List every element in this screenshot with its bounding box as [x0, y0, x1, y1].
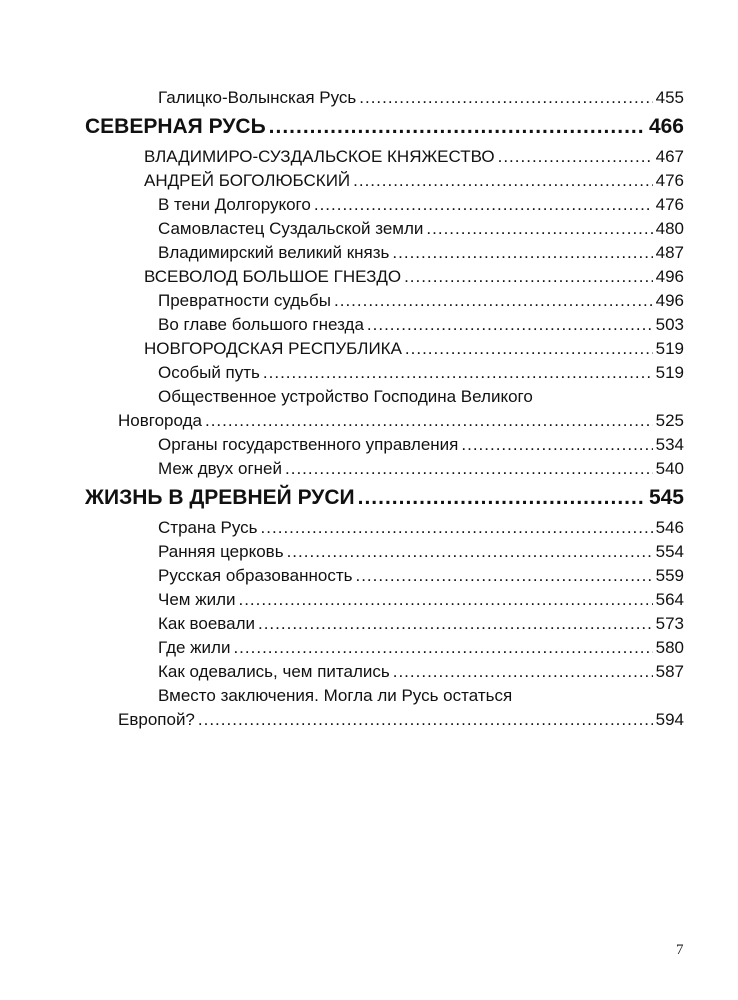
toc-entry[interactable] [158, 289, 684, 313]
toc-leader-dots [269, 113, 646, 141]
toc-entry[interactable] [158, 636, 684, 660]
toc-leader-dots [498, 145, 653, 169]
toc-entry-title: Где жили [158, 638, 231, 657]
table-of-contents [85, 86, 684, 732]
toc-leader-dots [358, 484, 646, 512]
toc-leader-dots [287, 540, 653, 564]
toc-entry-title: Русская образованность [158, 566, 353, 585]
toc-entry-title: Чем жили [158, 590, 236, 609]
toc-entry-page: 554 [655, 542, 684, 561]
toc-entry[interactable] [118, 409, 684, 433]
toc-entry[interactable] [158, 588, 684, 612]
toc-leader-dots [261, 516, 653, 540]
toc-leader-dots [285, 457, 653, 481]
toc-leader-dots [355, 564, 652, 588]
toc-section-heading[interactable] [85, 113, 684, 141]
toc-entry[interactable] [144, 169, 684, 193]
toc-entry[interactable] [158, 516, 684, 540]
toc-entry[interactable] [158, 457, 684, 481]
toc-entry-page: 480 [655, 219, 684, 238]
toc-entry-page: 525 [655, 411, 684, 430]
toc-section-page: 466 [648, 115, 684, 138]
toc-entry-page: 496 [655, 291, 684, 310]
toc-leader-dots [238, 588, 652, 612]
toc-entry-title: Превратности судьбы [158, 291, 331, 310]
toc-entry-page: 580 [655, 638, 684, 657]
toc-leader-dots [198, 708, 653, 732]
toc-entry[interactable] [158, 217, 684, 241]
toc-entry[interactable] [158, 313, 684, 337]
toc-entry[interactable] [158, 241, 684, 265]
toc-entry[interactable] [158, 660, 684, 684]
toc-leader-dots [233, 636, 652, 660]
toc-entry[interactable] [158, 564, 684, 588]
toc-entry-title: Самовластец Суздальской земли [158, 219, 424, 238]
toc-entry-page: 594 [655, 710, 684, 729]
toc-entry-title: Европой? [118, 710, 195, 729]
toc-leader-dots [353, 169, 652, 193]
toc-entry-title: Ранняя церковь [158, 542, 284, 561]
toc-entry-title: ВСЕВОЛОД БОЛЬШОЕ ГНЕЗДО [144, 267, 402, 286]
toc-entry-title: Новгорода [118, 411, 202, 430]
toc-leader-dots [258, 612, 653, 636]
toc-entry-page: 476 [655, 195, 684, 214]
toc-leader-dots [405, 337, 653, 361]
toc-section-title: ЖИЗНЬ В ДРЕВНЕЙ РУСИ [85, 486, 355, 509]
toc-entry[interactable] [144, 145, 684, 169]
toc-leader-dots [359, 86, 652, 110]
toc-section-heading[interactable] [85, 484, 684, 512]
toc-entry-title: Как одевались, чем питались [158, 662, 390, 681]
toc-entry-wrapped-line1[interactable]: Общественное устройство Господина Великого [158, 387, 533, 406]
toc-entry-title: Особый путь [158, 363, 260, 382]
toc-leader-dots [461, 433, 652, 457]
toc-entry-page: 503 [655, 315, 684, 334]
toc-entry-title: Владимирский великий князь [158, 243, 390, 262]
toc-entry[interactable] [158, 612, 684, 636]
toc-entry-page: 564 [655, 590, 684, 609]
toc-entry-page: 573 [655, 614, 684, 633]
toc-leader-dots [205, 409, 653, 433]
toc-entry-page: 487 [655, 243, 684, 262]
toc-entry-page: 540 [655, 459, 684, 478]
toc-entry-page: 476 [655, 171, 684, 190]
toc-leader-dots [314, 193, 653, 217]
toc-entry-page: 455 [655, 88, 684, 107]
toc-entry-page: 546 [655, 518, 684, 537]
toc-leader-dots [426, 217, 652, 241]
toc-entry-wrapped-line1[interactable]: Вместо заключения. Могла ли Русь остаться [158, 686, 513, 705]
toc-entry[interactable] [144, 337, 684, 361]
toc-entry-page: 519 [655, 339, 684, 358]
page-number: 7 [676, 942, 684, 958]
toc-leader-dots [393, 660, 653, 684]
toc-entry-page: 467 [655, 147, 684, 166]
toc-section-page: 545 [648, 486, 684, 509]
toc-entry-title: АНДРЕЙ БОГОЛЮБСКИЙ [144, 171, 351, 190]
toc-entry-title: Во главе большого гнезда [158, 315, 364, 334]
toc-entry[interactable] [118, 708, 684, 732]
toc-entry-title: Галицко-Волынская Русь [158, 88, 357, 107]
toc-entry-title: Меж двух огней [158, 459, 283, 478]
toc-entry[interactable] [158, 540, 684, 564]
toc-entry-title: ВЛАДИМИРО-СУЗДАЛЬСКОЕ КНЯЖЕСТВО [144, 147, 495, 166]
toc-entry-page: 587 [655, 662, 684, 681]
toc-leader-dots [263, 361, 653, 385]
toc-leader-dots [367, 313, 653, 337]
toc-leader-dots [334, 289, 653, 313]
toc-entry-page: 559 [655, 566, 684, 585]
toc-entry-page: 534 [655, 435, 684, 454]
toc-entry-title: Органы государственного управления [158, 435, 459, 454]
toc-entry[interactable] [158, 193, 684, 217]
toc-entry-title: Как воевали [158, 614, 255, 633]
toc-entry-page: 496 [655, 267, 684, 286]
toc-entry-title: НОВГОРОДСКАЯ РЕСПУБЛИКА [144, 339, 402, 358]
toc-section-title: СЕВЕРНАЯ РУСЬ [85, 115, 266, 138]
toc-entry-title: В тени Долгорукого [158, 195, 311, 214]
toc-entry-page: 519 [655, 363, 684, 382]
toc-leader-dots [392, 241, 652, 265]
toc-entry[interactable] [158, 86, 684, 110]
toc-entry-title: Страна Русь [158, 518, 258, 537]
toc-entry[interactable] [158, 433, 684, 457]
toc-leader-dots [404, 265, 653, 289]
toc-entry[interactable] [144, 265, 684, 289]
toc-entry[interactable] [158, 361, 684, 385]
